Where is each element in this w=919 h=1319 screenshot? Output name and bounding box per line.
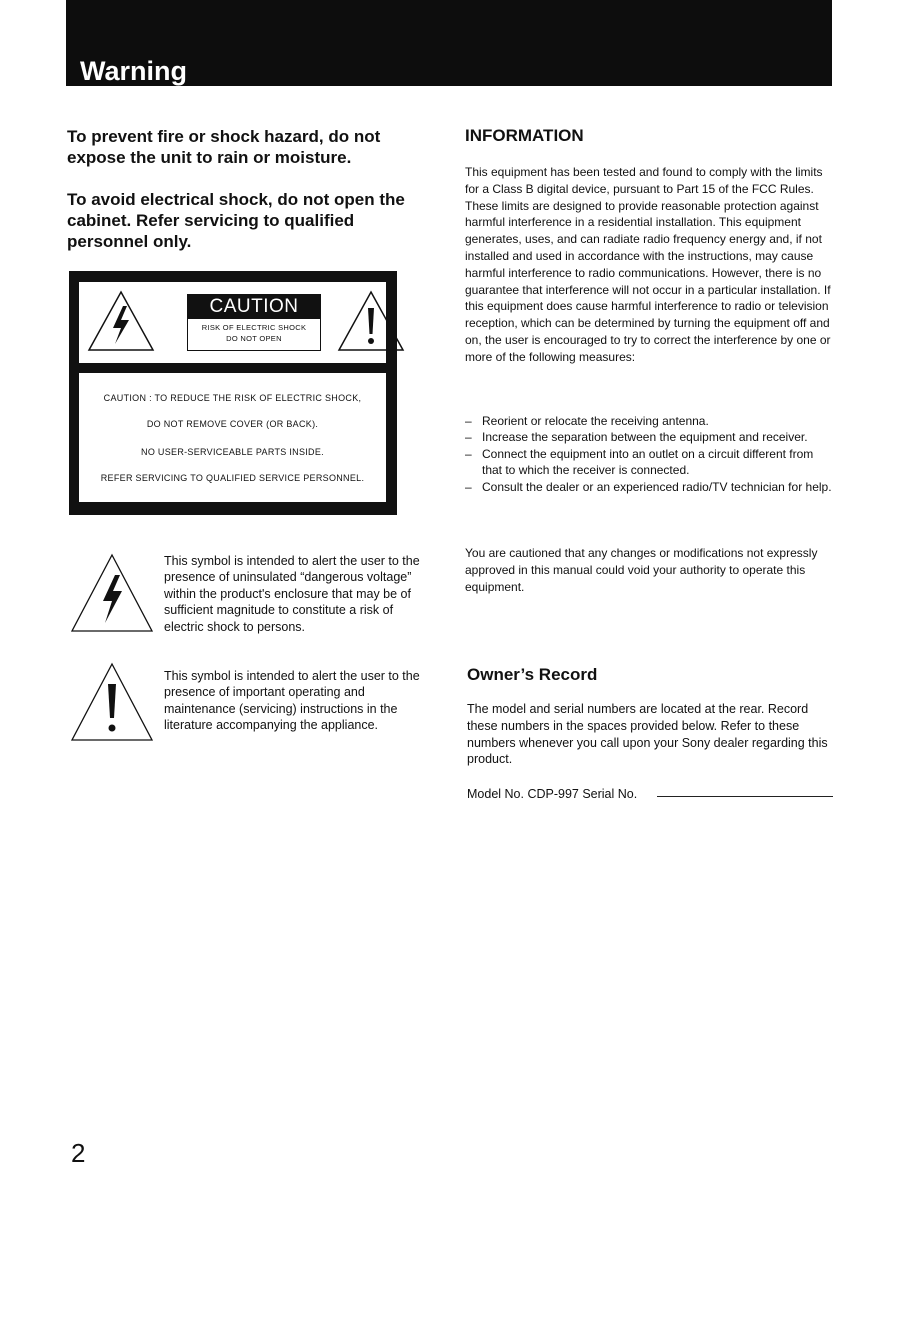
serial-number-blank: [657, 796, 833, 797]
lead-warning-fire: To prevent fire or shock hazard, do not expose the unit to rain or moisture.: [67, 127, 381, 167]
caution-box: [69, 271, 397, 515]
caution-label-line-2: DO NOT OPEN: [226, 334, 282, 343]
caution-label-title: CAUTION: [188, 295, 320, 319]
list-item: – Increase the separation between the equipment and receiver.: [465, 430, 808, 445]
caution-label-line-1: RISK OF ELECTRIC SHOCK: [201, 323, 307, 332]
modification-caution: You are cautioned that any changes or modifications not expressly approved in this manual could void your authority to operate this equipment.: [465, 546, 818, 594]
list-item: – Reorient or relocate the receiving antenna.: [465, 414, 709, 428]
caution-line-3: NO USER-SERVICEABLE PARTS INSIDE.: [141, 447, 324, 457]
lightning-triangle-icon: [87, 290, 155, 352]
caution-line-2: DO NOT REMOVE COVER (OR BACK).: [146, 419, 319, 429]
model-serial-line: Model No. CDP-997 Serial No.: [467, 787, 638, 801]
lead-warning-shock: To avoid electrical shock, do not open the cabinet. Refer servicing to qualified personnel only.: [67, 190, 405, 251]
caution-line-4: REFER SERVICING TO QUALIFIED SERVICE PERSONNEL.: [100, 473, 365, 483]
caution-box-top: [79, 282, 386, 363]
information-body: This equipment has been tested and found to comply with the limits for a Class B digital device, pursuant to Part 15 of the FCC Rules. These limits are designed to provide reasonable protection against harmful interference in a residential installation. This equipment generates, uses, and can radiate radio frequency energy and, if not installed and used in accordance with the instructions, may cause harmful interference to radio communications. However, there is no guarantee that interference will not occur in a particular installation. If this equipment does cause harmful interference to radio or television reception, which can be determined by turning the equipment off and on, the user is encouraged to try to correct the interference by one or more of the following measures:: [465, 165, 831, 364]
caution-label: [187, 294, 321, 351]
owners-record-heading: Owner’s Record: [467, 665, 598, 684]
measures-list: [465, 413, 835, 495]
symbol-text-voltage: This symbol is intended to alert the user to the presence of uninsulated “dangerous voltage” within the product's enclosure that may be of sufficient magnitude to constitute a risk of electric shock to persons.: [164, 554, 420, 634]
page-title: Warning: [80, 56, 187, 86]
caution-line-1: CAUTION : TO REDUCE THE RISK OF ELECTRIC SHOCK,: [103, 393, 362, 403]
page-number: 2: [71, 1138, 86, 1168]
caution-box-bottom: [79, 373, 386, 502]
information-heading: INFORMATION: [465, 126, 584, 145]
exclamation-triangle-icon: [70, 662, 154, 742]
lightning-triangle-icon: [70, 553, 154, 633]
exclamation-triangle-icon: [337, 290, 405, 352]
list-item: – Consult the dealer or an experienced radio/TV technician for help.: [465, 479, 832, 494]
symbol-text-instructions: This symbol is intended to alert the user to the presence of important operating and maintenance (servicing) instructions in the literature accompanying the appliance.: [164, 669, 420, 733]
owners-record-body: The model and serial numbers are located at the rear. Record these numbers in the spaces provided below. Refer to these numbers whenever you call upon your Sony dealer regarding this product.: [467, 702, 828, 767]
list-item: – Connect the equipment into an outlet on a circuit different from that to which the receiver is connected.: [465, 446, 814, 478]
